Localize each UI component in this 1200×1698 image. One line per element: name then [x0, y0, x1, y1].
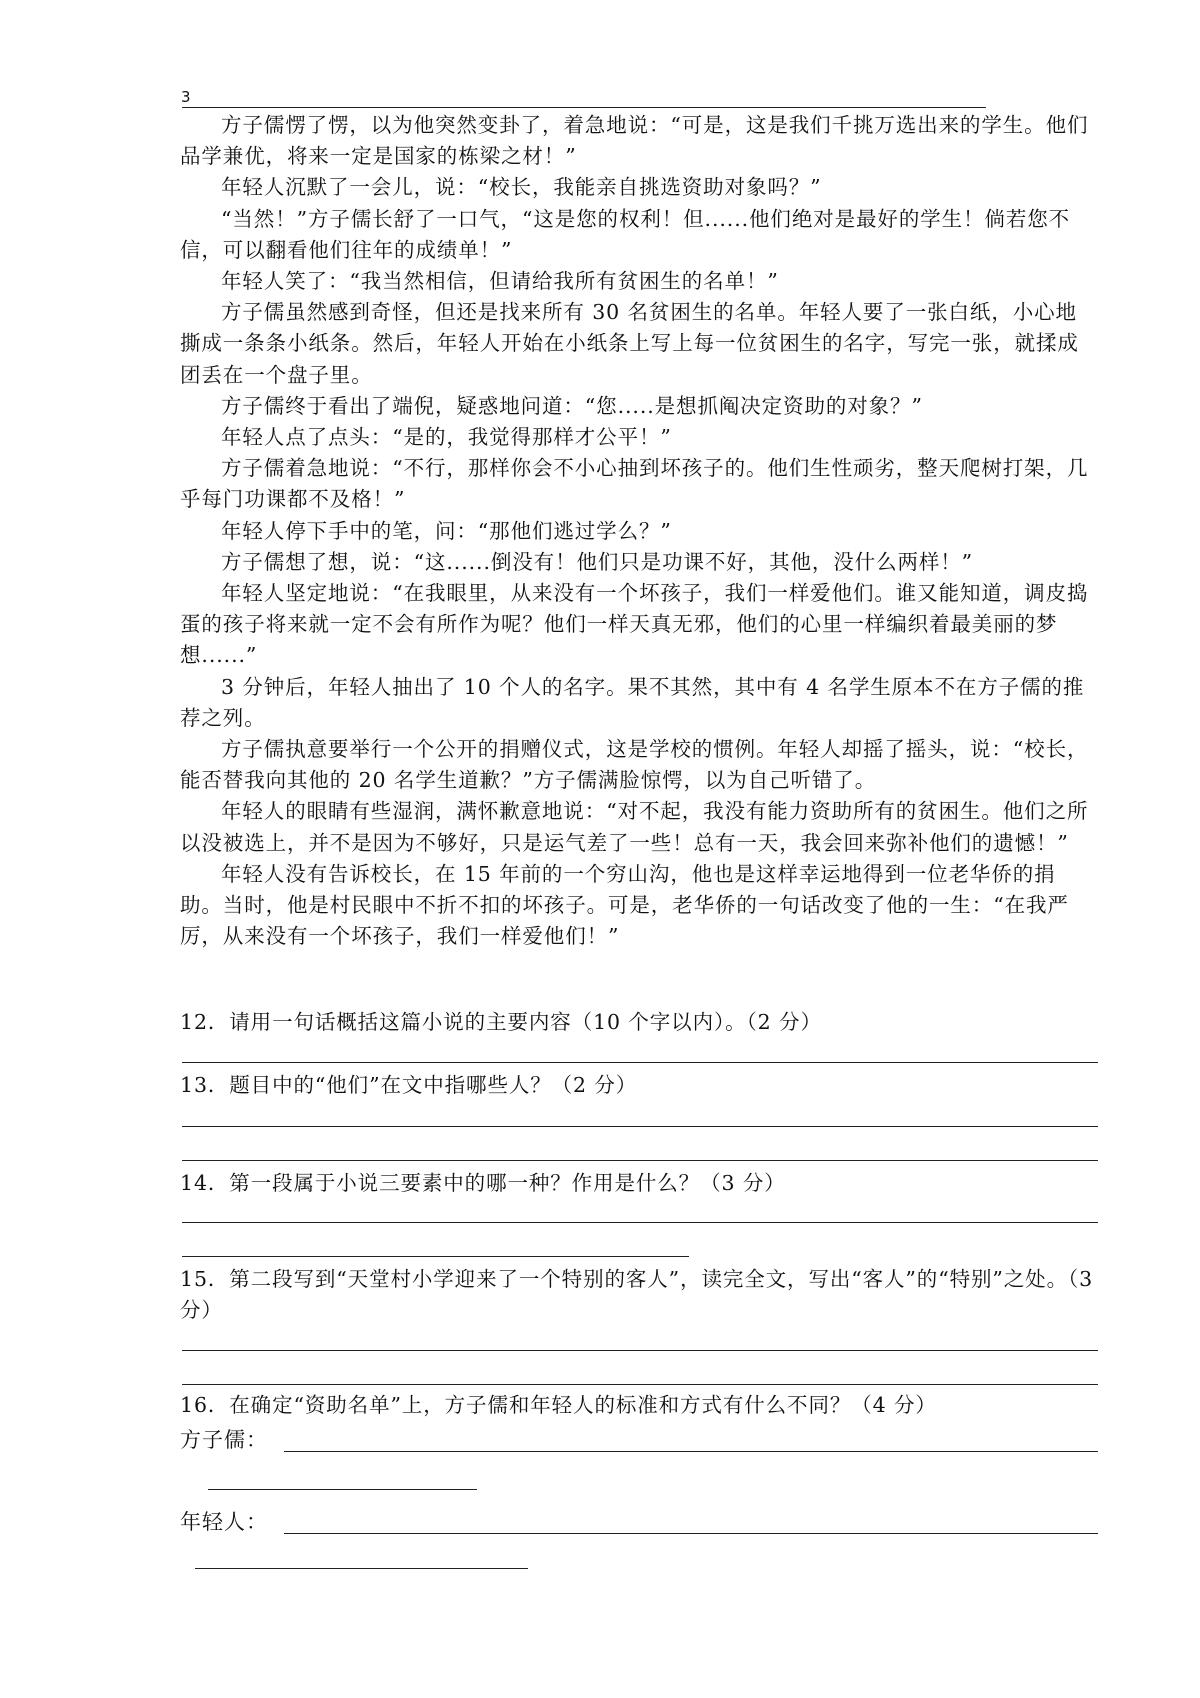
answer-line-young-man-2[interactable]: [195, 1568, 528, 1569]
story-paragraph: 方子儒愣了愣，以为他突然变卦了，着急地说：“可是，这是我们千挑万选出来的学生。他们品学兼优，将来一定是国家的栋梁之材！”: [180, 113, 1089, 169]
question-16: 16．在确定“资助名单”上，方子儒和年轻人的标准和方式有什么不同？（4 分）: [180, 1393, 937, 1417]
story-paragraph: 方子儒执意要举行一个公开的捐赠仪式，这是学校的惯例。年轻人却摇了摇头，说：“校长，能否替我向其他的 20 名学生道歉？”方子儒满脸惊愕，以为自己听错了。: [180, 737, 1089, 793]
story-text: [180, 110, 1096, 952]
story-paragraph: 年轻人沉默了一会儿，说：“校长，我能亲自挑选资助对象吗？”: [221, 175, 822, 200]
answer-line-q14-2[interactable]: [182, 1256, 689, 1257]
question-14: 14．第一段属于小说三要素中的哪一种？作用是什么？（3 分）: [180, 1171, 786, 1195]
answer-line-q12[interactable]: [182, 1062, 1098, 1063]
answer-line-q13-1[interactable]: [182, 1126, 1098, 1127]
answer-line-q15-2[interactable]: [182, 1384, 1098, 1385]
label-fangziru: 方子儒：: [180, 1428, 268, 1452]
story-paragraph: 年轻人没有告诉校长，在 15 年前的一个穷山沟，他也是这样幸运地得到一位老华侨的捐助。当时，他是村民眼中不折不扣的坏孩子。可是，老华侨的一句话改变了他的一生：“在我严厉，从来没有一个坏孩子，我们一样爱他们！”: [180, 861, 1069, 949]
page-number: 3: [181, 88, 191, 106]
answer-line-fangziru-1[interactable]: [284, 1451, 1098, 1452]
answer-line-q15-1[interactable]: [182, 1350, 1098, 1351]
question-13: 13．题目中的“他们”在文中指哪些人？（2 分）: [180, 1073, 638, 1097]
story-paragraph: 年轻人的眼睛有些湿润，满怀歉意地说：“对不起，我没有能力资助所有的贫困生。他们之所以没被选上，并不是因为不够好，只是运气差了一些！总有一天，我会回来弥补他们的遗憾！”: [180, 799, 1089, 855]
answer-line-q14-1[interactable]: [182, 1222, 1098, 1223]
question-12: 12．请用一句话概括这篇小说的主要内容（10 个字以内）。（2 分）: [180, 1010, 822, 1034]
story-paragraph: 方子儒想了想，说：“这......倒没有！他们只是功课不好，其他，没什么两样！”: [221, 549, 974, 574]
story-paragraph: 3 分钟后，年轻人抽出了 10 个人的名字。果不其然，其中有 4 名学生原本不在方子儒的推荐之列。: [180, 674, 1085, 730]
header-rule: [182, 107, 986, 108]
story-paragraph: 年轻人笑了：“我当然相信，但请给我所有贫困生的名单！”: [221, 269, 779, 294]
story-paragraph: 方子儒终于看出了端倪，疑惑地问道：“您.....是想抓阄决定资助的对象？”: [221, 393, 923, 418]
story-paragraph: 年轻人坚定地说：“在我眼里，从来没有一个坏孩子，我们一样爱他们。谁又能知道，调皮捣蛋的孩子将来就一定不会有所作为呢？他们一样天真无邪，他们的心里一样编织着最美丽的梦想......”: [180, 581, 1089, 668]
story-paragraph: 方子儒着急地说：“不行，那样你会不小心抽到坏孩子的。他们生性顽劣，整天爬树打架，几乎每门功课都不及格！”: [180, 456, 1089, 512]
question-15: 15．第二段写到“天堂村小学迎来了一个特别的客人”，读完全文，写出“客人”的“特别”之处。（3 分）: [180, 1267, 1094, 1322]
answer-line-fangziru-2[interactable]: [208, 1489, 477, 1490]
story-paragraph: 年轻人停下手中的笔，问：“那他们逃过学么？”: [221, 518, 672, 543]
label-young-man: 年轻人：: [180, 1510, 268, 1534]
answer-line-young-man-1[interactable]: [284, 1533, 1098, 1534]
answer-line-q13-2[interactable]: [182, 1160, 1098, 1161]
story-paragraph: 方子儒虽然感到奇怪，但还是找来所有 30 名贫困生的名单。年轻人要了一张白纸，小心地撕成一条条小纸条。然后，年轻人开始在小纸条上写上每一位贫困生的名字，写完一张，就揉成团丢在一个盘子里。: [180, 300, 1079, 387]
story-paragraph: “当然！”方子儒长舒了一口气，“这是您的权利！但......他们绝对是最好的学生！倘若您不信，可以翻看他们往年的成绩单！”: [180, 206, 1071, 262]
story-paragraph: 年轻人点了点头：“是的，我觉得那样才公平！”: [221, 425, 672, 450]
